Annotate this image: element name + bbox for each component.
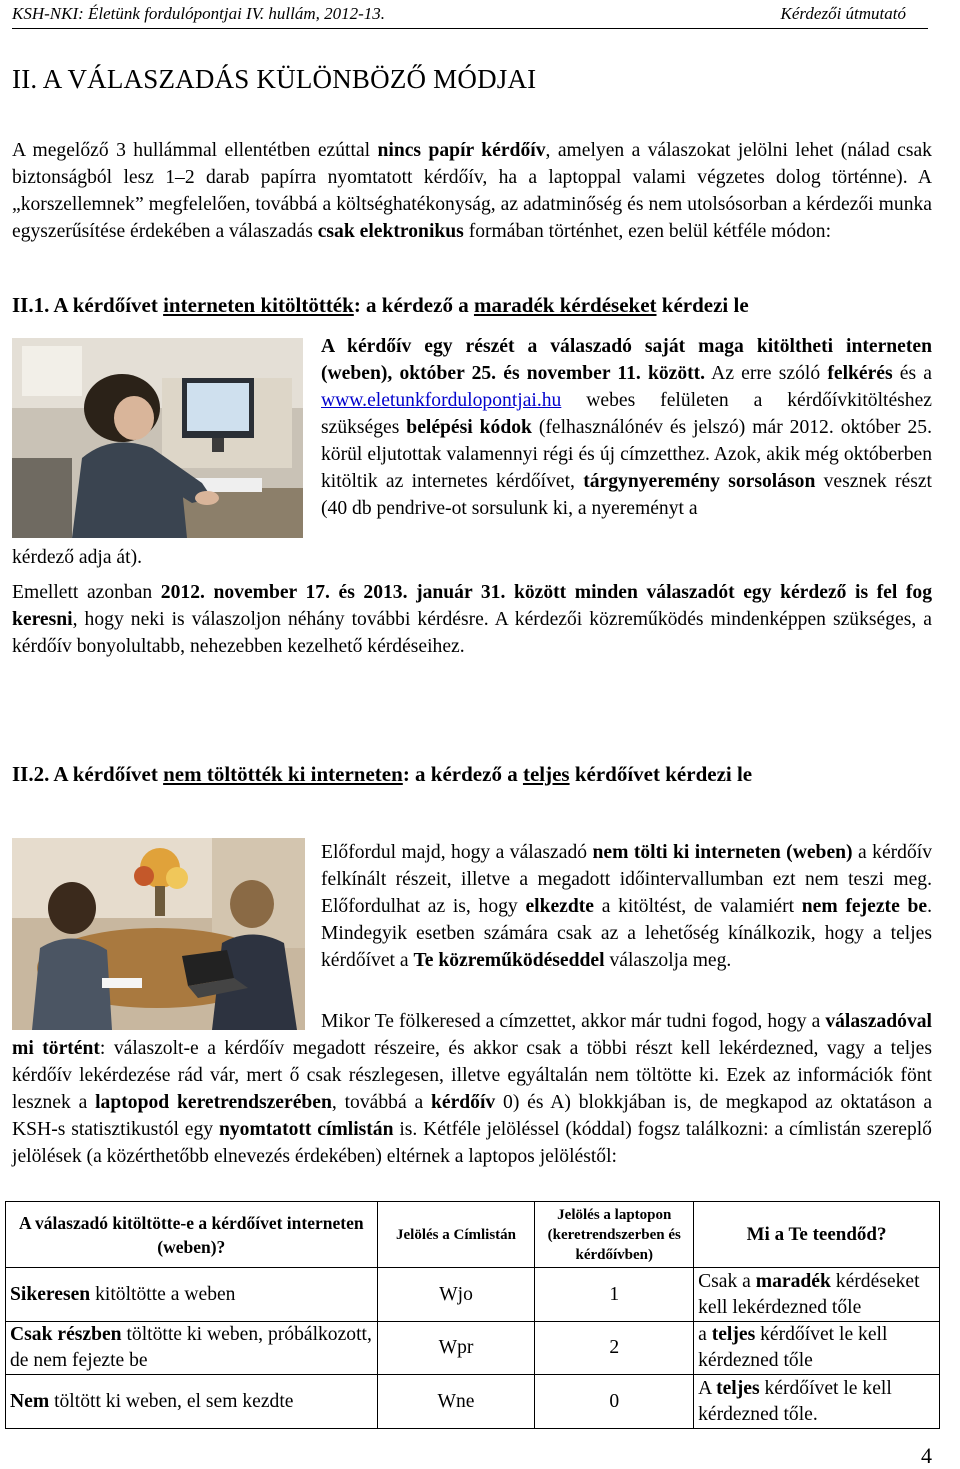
subsection-1-text-2: Emellett azonban 2012. november 17. és 2013. január 31. között minden válaszadót egy kérdező is fel fog keresni, hogy neki is válaszoljon néhány további kérdésre. A kérdezői közreműködés mindenképpen szükséges, a kérdőív bonyolultabb, nehezebben kezelhető kérdéseihez. [12,582,933,657]
coding-table [5,1201,940,1429]
page-number: 4 [921,1443,932,1468]
table-cell: Wpr [377,1322,535,1375]
subsection-2-title: II.2. A kérdőívet nem töltötték ki interneten: a kérdező a teljes kérdőívet kérdezi le [12,762,753,786]
table-cell: 0 [535,1375,694,1429]
table-cell: 2 [535,1322,694,1375]
table-cell: Csak részben töltötte ki weben, próbálkozott, de nem fejezte be [6,1322,378,1375]
header-right: Kérdezői útmutató [780,4,906,23]
table-cell: 1 [535,1268,694,1322]
subsection-1-text-end: kérdező adja át). [12,547,142,568]
intro-paragraph: A megelőző 3 hullámmal ellentétben ezúttal nincs papír kérdőív, amelyen a válaszokat jelölni lehet (nálad csak biztonságból lesz 1–2 darab papírra nyomtatott kérdőív, ha a laptoppal valami végzetes dolog történne). A „korszellemnek” megfelelően, továbbá a költséghatékonyság, az adatminőség és nem utolsósorban a kérdezői munka egyszerűsítése érdekében a válaszadás csak elektronikus formában történhet, ezen belül kétféle módon: [12,140,932,242]
interview-with-laptop-photo [12,838,305,1030]
table-header: Jelölés a Címlistán [377,1202,535,1268]
table-cell: A teljes kérdőívet le kell kérdezned tőle. [694,1375,940,1429]
table-cell: Sikeresen kitöltötte a weben [6,1268,378,1322]
table-header: Mi a Te teendőd? [694,1202,940,1268]
table-row [6,1268,940,1322]
header-left: KSH-NKI: Életünk fordulópontjai IV. hullám, 2012-13. [12,4,386,23]
subsection-2-text: Előfordul majd, hogy a válaszadó nem tölti ki interneten (weben) a kérdőív felkínált részeit, illetve a megadott időintervallumban ezt nem teszi meg. Előfordulhat az is, hogy elkezdte a kitöltést, de valamiért nem fejezte be. Mindegyik esetben számára csak az a lehetőség kínálkozik, hogy a teljes kérdőívet a Te közreműködéseddel válaszolja meg. [321,842,932,971]
section-title: II. A VÁLASZADÁS KÜLÖNBÖZŐ MÓDJAI [12,64,537,94]
subsection-2-text-2: Mikor Te fölkeresed a címzettet, akkor már tudni fogod, hogy a válaszadóval mi történt: válaszolt-e a kérdőív megadott részeire, és akkor csak a többi részt kell lekérdezned, vagy a teljes kérdőív lekérdezése rád vár, mert ő csak részlegesen, illetve egyáltalán nem töltötte ki. Ezek az információk fönt lesznek a laptopod keretrendszerében, továbbá a kérdőív 0) és A) blokkjában is, de megkapod az oktatáson a KSH-s statisztikustól egy nyomtatott címlistán is. Kétféle jelöléssel (kóddal) fogsz találkozni: a címlistán szereplő jelölések (a közérthetőbb elnevezés érdekében) eltérnek a laptopos jelöléstől: [12,1011,933,1167]
header-rule [12,28,928,29]
table-cell: Wjo [377,1268,535,1322]
subsection-1-text: A kérdőív egy részét a válaszadó saját maga kitöltheti interneten (weben), október 25. és november 11. között. Az erre szóló felkérés és a www.eletunkfordulopontjai.hu webes felületen a kérdőívkitöltéshez szükséges belépési kódok (felhasználónév és jelszó) már 2012. október 25. körül eljutottak valamennyi régi és új címzetthez. Azok, akik még októberben kitöltik az internetes kérdőívet, tárgynyeremény sorsoláson vesznek részt (40 db pendrive-ot sorsulunk ki, a nyereményt a [321,336,933,519]
table-row [6,1375,940,1429]
woman-at-computer-photo [12,338,303,538]
table-header-row [6,1202,940,1268]
table-header: A válaszadó kitöltötte-e a kérdőívet interneten (weben)? [6,1202,378,1268]
website-link[interactable]: www.eletunkfordulopontjai.hu [321,390,562,411]
subsection-1-title: II.1. A kérdőívet interneten kitöltötték: a kérdező a maradék kérdéseket kérdezi le [12,293,749,317]
table-cell: Wne [377,1375,535,1429]
table-cell: Nem töltött ki weben, el sem kezdte [6,1375,378,1429]
table-cell: Csak a maradék kérdéseket kell lekérdezned tőle [694,1268,940,1322]
table-row [6,1322,940,1375]
table-header: Jelölés a laptopon (keretrendszerben és kérdőívben) [535,1202,694,1268]
page-header [12,0,928,30]
table-cell: a teljes kérdőívet le kell kérdezned tőle [694,1322,940,1375]
